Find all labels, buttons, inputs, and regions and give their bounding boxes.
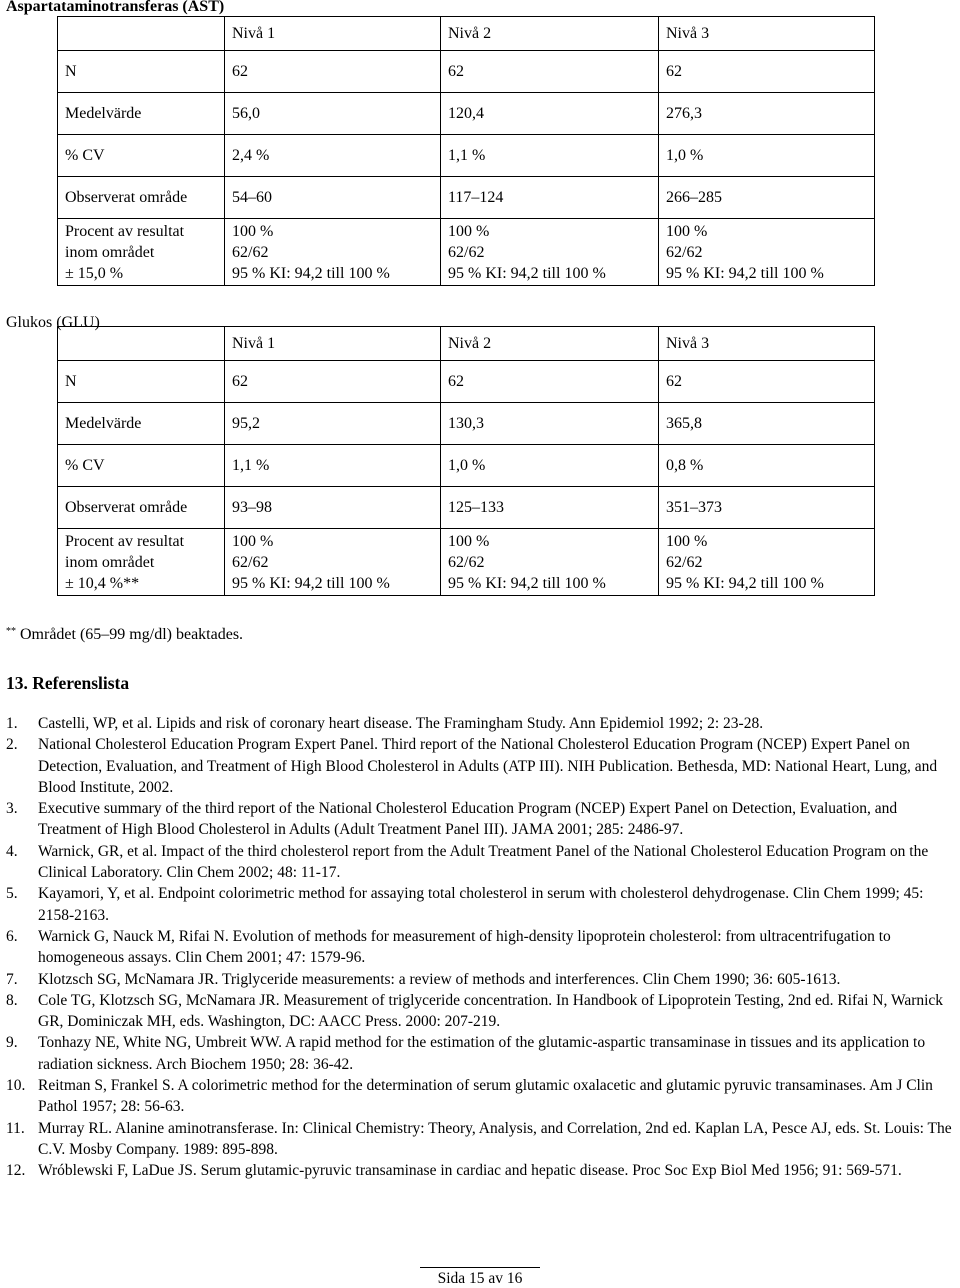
- table-cell: 1,0 %: [659, 135, 875, 177]
- glu-section-title: Glukos (GLU): [6, 314, 100, 331]
- table-row: [58, 445, 875, 487]
- table-cell: Nivå 2: [441, 327, 659, 361]
- table-row: [58, 51, 875, 93]
- reference-text: Cole TG, Klotzsch SG, McNamara JR. Measurement of triglyceride concentration. In Handbook of Lipoprotein Testing, 2nd ed. Rifai N, Warnick GR, Dominiczak MH, eds. Washington, DC: AACC Press. 2000: 207-219.: [38, 991, 944, 1031]
- table-cell: Nivå 1: [225, 327, 441, 361]
- table-cell: % CV: [58, 445, 225, 487]
- reference-item: [6, 841, 956, 884]
- cell-line: 62/62: [448, 243, 485, 261]
- reference-text: Tonhazy NE, White NG, Umbreit WW. A rapid method for the estimation of the glutamic-aspartic transaminase in tissues and its application to radiation sickness. Arch Biochem 1950; 28: 36-42.: [38, 1034, 926, 1073]
- reference-number: 2.: [6, 736, 18, 754]
- reference-number: 4.: [6, 842, 18, 860]
- table-cell: [659, 529, 875, 596]
- table-cell: N: [58, 51, 225, 93]
- table-cell: Observerat område: [58, 177, 225, 219]
- table-header-row: [58, 327, 875, 361]
- table-cell: 62: [441, 51, 659, 93]
- reference-text: Wróblewski F, LaDue JS. Serum glutamic-pyruvic transaminase in cardiac and hepatic disease. Proc Soc Exp Biol Med 1956; 91: 569-571.: [38, 1162, 902, 1180]
- reference-number: 12.: [6, 1162, 26, 1180]
- reference-item: [6, 1118, 956, 1161]
- table-cell: Nivå 1: [225, 17, 441, 51]
- page-number: Sida 15 av 16: [437, 1270, 523, 1287]
- table-cell: 62: [441, 361, 659, 403]
- reference-number: 3.: [6, 800, 18, 818]
- reference-item: [6, 713, 956, 734]
- footnote-text: Området (65–99 mg/dl) beaktades.: [16, 626, 244, 643]
- reference-list: [6, 713, 956, 1182]
- reference-item: [6, 1160, 956, 1181]
- reference-text: Warnick, GR, et al. Impact of the third cholesterol report from the Adult Treatment Panel of the National Cholesterol Education Program on the Clinical Laboratory. Clin Chem 2002; 48: 11-17.: [38, 842, 929, 882]
- table-cell: 62: [225, 361, 441, 403]
- table-cell: [441, 529, 659, 596]
- cell-line: 100 %: [448, 532, 490, 550]
- table-row: [58, 93, 875, 135]
- reference-item: [6, 1075, 956, 1118]
- reference-text: Reitman S, Frankel S. A colorimetric method for the determination of serum glutamic oxalacetic and glutamic pyruvic transaminases. Am J Clin Pathol 1957; 28: 56-63.: [38, 1077, 933, 1116]
- table-cell: 1,1 %: [441, 135, 659, 177]
- reference-item: [6, 883, 956, 926]
- cell-line: 62/62: [232, 243, 269, 261]
- cell-line: 95 % KI: 94,2 till 100 %: [666, 264, 824, 282]
- table-cell: 1,0 %: [441, 445, 659, 487]
- reference-number: 5.: [6, 885, 18, 903]
- table-cell: [659, 219, 875, 286]
- reference-text: Kayamori, Y, et al. Endpoint colorimetric method for assaying total cholesterol in serum with cholesterol dehydrogenase. Clin Chem 1999; 45: 2158-2163.: [38, 885, 924, 924]
- table-cell: Medelvärde: [58, 403, 225, 445]
- footnote-marker: **: [6, 626, 16, 637]
- cell-line: ± 15,0 %: [65, 264, 124, 282]
- reference-item: [6, 1032, 956, 1075]
- cell-line: 95 % KI: 94,2 till 100 %: [232, 264, 390, 282]
- table-cell: [58, 17, 225, 51]
- table-cell: 2,4 %: [225, 135, 441, 177]
- reference-text: Murray RL. Alanine aminotransferase. In: Clinical Chemistry: Theory, Analysis, and Correlation, 2nd ed. Kaplan LA, Pesce AJ, eds. St. Louis: The C.V. Mosby Company. 1989: 895-898.: [38, 1119, 952, 1158]
- table-cell: 93–98: [225, 487, 441, 529]
- table-cell: % CV: [58, 135, 225, 177]
- reference-number: 8.: [6, 991, 18, 1009]
- reference-item: [6, 969, 956, 990]
- table-cell: 95,2: [225, 403, 441, 445]
- cell-line: 95 % KI: 94,2 till 100 %: [448, 264, 606, 282]
- reference-text: National Cholesterol Education Program Expert Panel. Third report of the National Cholesterol Education Program (NCEP) Expert Panel on Detection, Evaluation, and Treatment of High Blood Cholesterol in Adults (ATP III). NIH Publication. Bethesda, MD: National Heart, Lung, and Blood Institute, 2002.: [38, 736, 938, 796]
- cell-line: Procent av resultat: [65, 222, 185, 240]
- table-cell: 120,4: [441, 93, 659, 135]
- cell-line: 95 % KI: 94,2 till 100 %: [232, 574, 390, 592]
- table-cell: 266–285: [659, 177, 875, 219]
- cell-line: Procent av resultat: [65, 532, 185, 550]
- table-cell: Nivå 3: [659, 327, 875, 361]
- table-cell: 62: [659, 51, 875, 93]
- table-row: [58, 177, 875, 219]
- table-row: [58, 403, 875, 445]
- table-cell: 54–60: [225, 177, 441, 219]
- table-cell: [58, 219, 225, 286]
- cell-line: 100 %: [232, 222, 274, 240]
- table-cell: 351–373: [659, 487, 875, 529]
- cell-line: 95 % KI: 94,2 till 100 %: [666, 574, 824, 592]
- reference-number: 10.: [6, 1077, 26, 1095]
- table-cell: 62: [659, 361, 875, 403]
- cell-line: 95 % KI: 94,2 till 100 %: [448, 574, 606, 592]
- reference-item: [6, 990, 956, 1033]
- cell-line: ± 10,4 %**: [65, 574, 140, 592]
- reference-item: [6, 734, 956, 798]
- table-cell: 1,1 %: [225, 445, 441, 487]
- table-header-row: [58, 17, 875, 51]
- ast-table: [57, 16, 875, 286]
- references-heading: 13. Referenslista: [6, 673, 130, 693]
- table-row: [58, 529, 875, 596]
- cell-line: 100 %: [666, 532, 708, 550]
- table-row: [58, 135, 875, 177]
- table-cell: 62: [225, 51, 441, 93]
- reference-number: 1.: [6, 715, 18, 732]
- cell-line: 100 %: [666, 222, 708, 240]
- cell-line: inom området: [65, 243, 155, 261]
- table-cell: 125–133: [441, 487, 659, 529]
- table-cell: [58, 327, 225, 361]
- glu-table: [57, 326, 875, 596]
- reference-text: Executive summary of the third report of the National Cholesterol Education Program (NCEP) Expert Panel on Detection, Evaluation, and Treatment of High Blood Cholesterol in Adults (Adult Treatment Panel III). JAMA 2001; 285: 2486-97.: [38, 800, 898, 839]
- reference-text: Klotzsch SG, McNamara JR. Triglyceride measurements: a review of methods and interferences. Clin Chem 1990; 36: 605-1613.: [38, 970, 841, 988]
- reference-number: 11.: [6, 1119, 25, 1137]
- reference-number: 7.: [6, 970, 18, 988]
- table-cell: 130,3: [441, 403, 659, 445]
- table-cell: [225, 219, 441, 286]
- table-cell: 117–124: [441, 177, 659, 219]
- table-cell: 0,8 %: [659, 445, 875, 487]
- table-row: [58, 361, 875, 403]
- cell-line: 100 %: [448, 222, 490, 240]
- cell-line: 62/62: [666, 553, 703, 571]
- table-row: [58, 487, 875, 529]
- cell-line: inom området: [65, 553, 155, 571]
- ast-section-title: Aspartataminotransferas (AST): [6, 0, 225, 15]
- table-cell: Nivå 3: [659, 17, 875, 51]
- table-cell: [225, 529, 441, 596]
- reference-item: [6, 798, 956, 841]
- footnote: [6, 625, 243, 645]
- table-cell: 56,0: [225, 93, 441, 135]
- table-cell: Observerat område: [58, 487, 225, 529]
- reference-item: [6, 926, 956, 969]
- cell-line: 62/62: [232, 553, 269, 571]
- table-cell: 276,3: [659, 93, 875, 135]
- cell-line: 62/62: [448, 553, 485, 571]
- table-cell: 365,8: [659, 403, 875, 445]
- table-cell: [441, 219, 659, 286]
- reference-number: 6.: [6, 927, 18, 945]
- reference-number: 9.: [6, 1034, 18, 1052]
- table-cell: Medelvärde: [58, 93, 225, 135]
- cell-line: 62/62: [666, 243, 703, 261]
- reference-text: Warnick G, Nauck M, Rifai N. Evolution of methods for measurement of high-density lipoprotein cholesterol: from ultracentrifugation to homogeneous assays. Clin Chem 2001; 47: 1579-96.: [38, 927, 891, 967]
- table-cell: [58, 529, 225, 596]
- footer-divider: [420, 1267, 540, 1268]
- reference-text: Castelli, WP, et al. Lipids and risk of coronary heart disease. The Framingham Study. Ann Epidemiol 1992; 2: 23-28.: [38, 715, 764, 732]
- cell-line: 100 %: [232, 532, 274, 550]
- table-cell: Nivå 2: [441, 17, 659, 51]
- table-row: [58, 219, 875, 286]
- table-cell: N: [58, 361, 225, 403]
